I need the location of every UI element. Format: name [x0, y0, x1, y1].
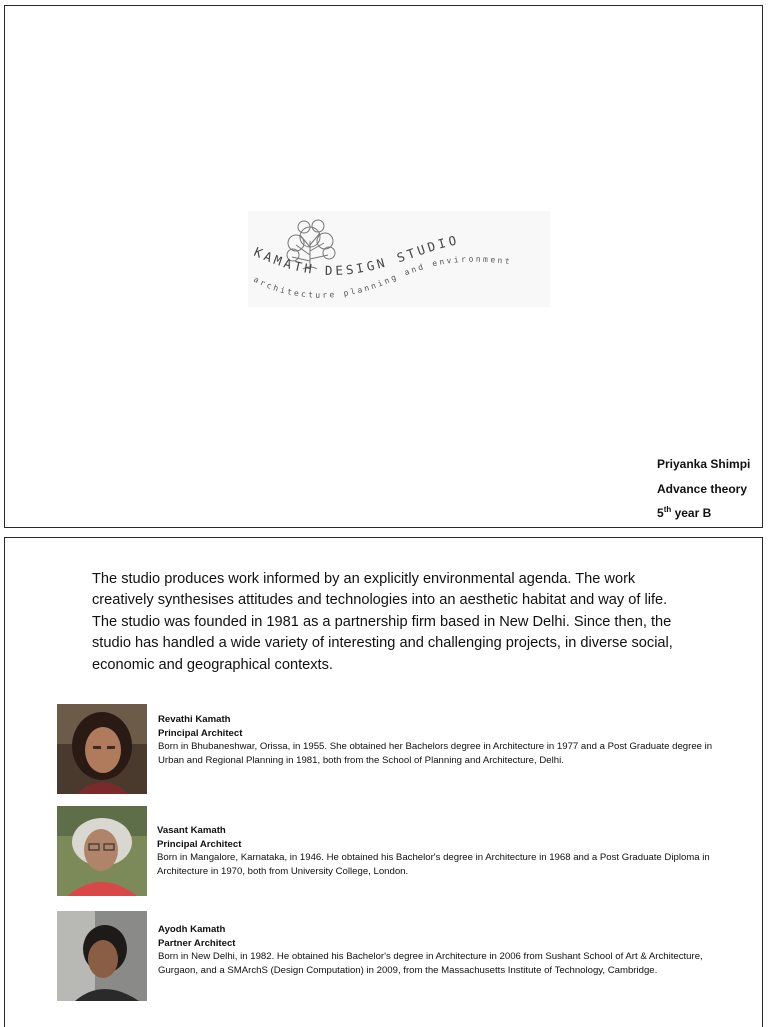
person-name: Vasant Kamath [157, 825, 226, 836]
year-number: 5 [657, 506, 664, 520]
year-ordinal: th [663, 505, 672, 514]
logo-title: KAMATH DESIGN STUDIO [251, 231, 461, 279]
svg-text:KAMATH DESIGN STUDIO [252, 232, 461, 278]
person-bio: Born in Mangalore, Karnataka, in 1946. He obtained his Bachelor's degree in Architecture in 1968 and a Post Graduate Diploma in Architecture in 1970, both from University College, London. [157, 852, 710, 878]
title-slide [4, 5, 763, 528]
person-role: Partner Architect [158, 937, 236, 949]
logo-graphic [248, 211, 550, 307]
studio-profile-slide [4, 537, 763, 1027]
person-bio: Born in Bhubaneshwar, Orissa, in 1955. She obtained her Bachelors degree in Architecture in 1977 and a Post Graduate degree in Urban and Regional Planning in 1981, both from the School of Planning and Architecture, Delhi. [158, 741, 713, 767]
person-info [158, 713, 718, 768]
year-suffix: year B [671, 506, 712, 520]
class-year [657, 501, 750, 526]
person-info [157, 824, 717, 879]
portrait-photo [57, 911, 147, 1001]
portrait-photo [57, 806, 147, 896]
subject-name: Advance theory [657, 481, 748, 496]
person-bio: Born in New Delhi, in 1982. He obtained his Bachelor's degree in Architecture in 2006 from Sushant School of Art & Architecture, Gurgaon, and a SMArchS (Design Computation) in 2009, from the Massachusetts Institute of Technology, Cambridge. [158, 951, 703, 977]
person-role: Principal Architect [158, 727, 243, 739]
author-credits [657, 452, 750, 526]
studio-intro-paragraph: The studio produces work informed by an explicitly environmental agenda. The work creatively synthesises attitudes and technologies into an aesthetic habitat and way of life. The studio was founded in 1981 as a partnership firm based in New Delhi. Since then, the studio has handled a wide variety of interesting and challenging projects, in diverse social, economic and geographical contexts. [92, 571, 673, 673]
logo-tagline: architecture planning and environment [252, 254, 513, 300]
kamath-design-studio-logo [248, 211, 550, 307]
portrait-photo [57, 704, 147, 794]
person-info [158, 923, 718, 978]
person-name: Revathi Kamath [158, 714, 231, 725]
person-name: Ayodh Kamath [158, 924, 226, 935]
person-role: Principal Architect [157, 838, 242, 850]
author-name: Priyanka Shimpi [657, 457, 751, 471]
